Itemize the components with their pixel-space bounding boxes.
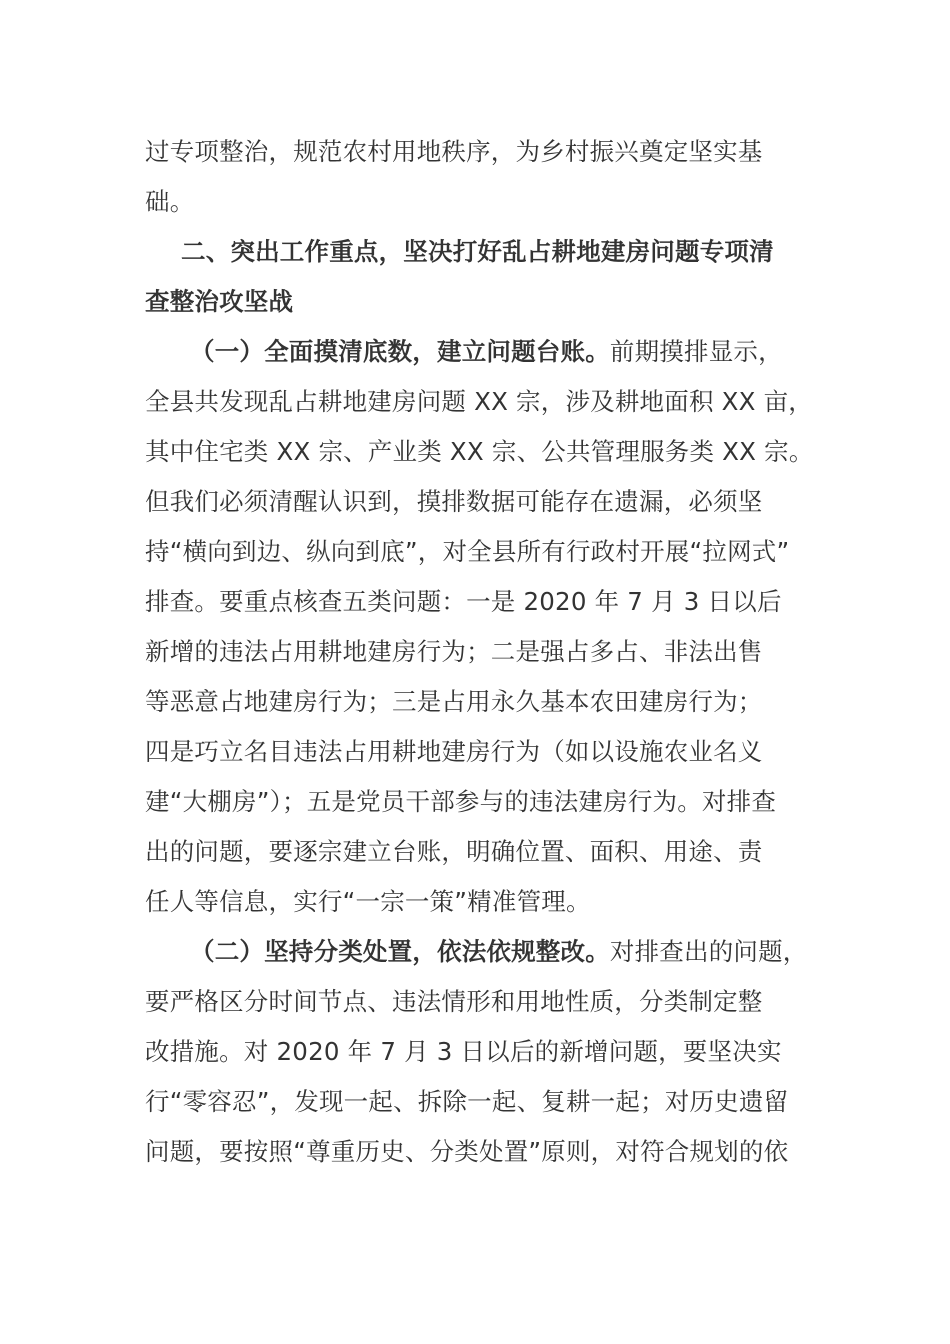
- text-line: 建“大棚房”）；五是党员干部参与的违法建房行为。对排查: [145, 787, 777, 816]
- text-line: 础。: [145, 187, 195, 216]
- text-line: 排查。要重点核查五类问题：一是 2020 年 7 月 3 日以后: [145, 587, 782, 616]
- section-heading-continued: 查整治攻坚战: [145, 287, 294, 316]
- subsection-paragraph-first-line: [190, 337, 783, 367]
- text-line: 四是巧立名目违法占用耕地建房行为（如以设施农业名义: [145, 737, 763, 766]
- text-line: 改措施。对 2020 年 7 月 3 日以后的新增问题，要坚决实: [145, 1037, 782, 1066]
- text-line: 任人等信息，实行“一宗一策”精准管理。: [145, 887, 591, 916]
- subsection-heading: （一）全面摸清底数，建立问题台账。: [190, 337, 610, 366]
- text-line: 其中住宅类 XX 宗、产业类 XX 宗、公共管理服务类 XX 宗。: [145, 437, 814, 466]
- text-line: 但我们必须清醒认识到，摸排数据可能存在遗漏，必须坚: [145, 487, 763, 516]
- text-line: 行“零容忍”，发现一起、拆除一起、复耕一起；对历史遗留: [145, 1087, 789, 1116]
- section-heading: 二、突出工作重点，坚决打好乱占耕地建房问题专项清: [181, 237, 774, 266]
- paragraph-text: 前期摸排显示，: [609, 337, 783, 366]
- subsection-paragraph-first-line: [190, 937, 808, 967]
- text-line: 持“横向到边、纵向到底”，对全县所有行政村开展“拉网式”: [145, 537, 790, 566]
- text-line: 过专项整治，规范农村用地秩序，为乡村振兴奠定坚实基: [145, 137, 763, 166]
- text-line: 问题，要按照“尊重历史、分类处置”原则，对符合规划的依: [145, 1137, 789, 1166]
- text-line: 要严格区分时间节点、违法情形和用地性质，分类制定整: [145, 987, 763, 1016]
- text-line: 等恶意占地建房行为；三是占用永久基本农田建房行为；: [145, 687, 763, 716]
- text-line: 全县共发现乱占耕地建房问题 XX 宗，涉及耕地面积 XX 亩，: [145, 387, 813, 416]
- paragraph-text: 对排查出的问题，: [609, 937, 808, 966]
- text-line: 新增的违法占用耕地建房行为；二是强占多占、非法出售: [145, 637, 763, 666]
- text-line: 出的问题，要逐宗建立台账，明确位置、面积、用途、责: [145, 837, 763, 866]
- subsection-heading: （二）坚持分类处置，依法依规整改。: [190, 937, 610, 966]
